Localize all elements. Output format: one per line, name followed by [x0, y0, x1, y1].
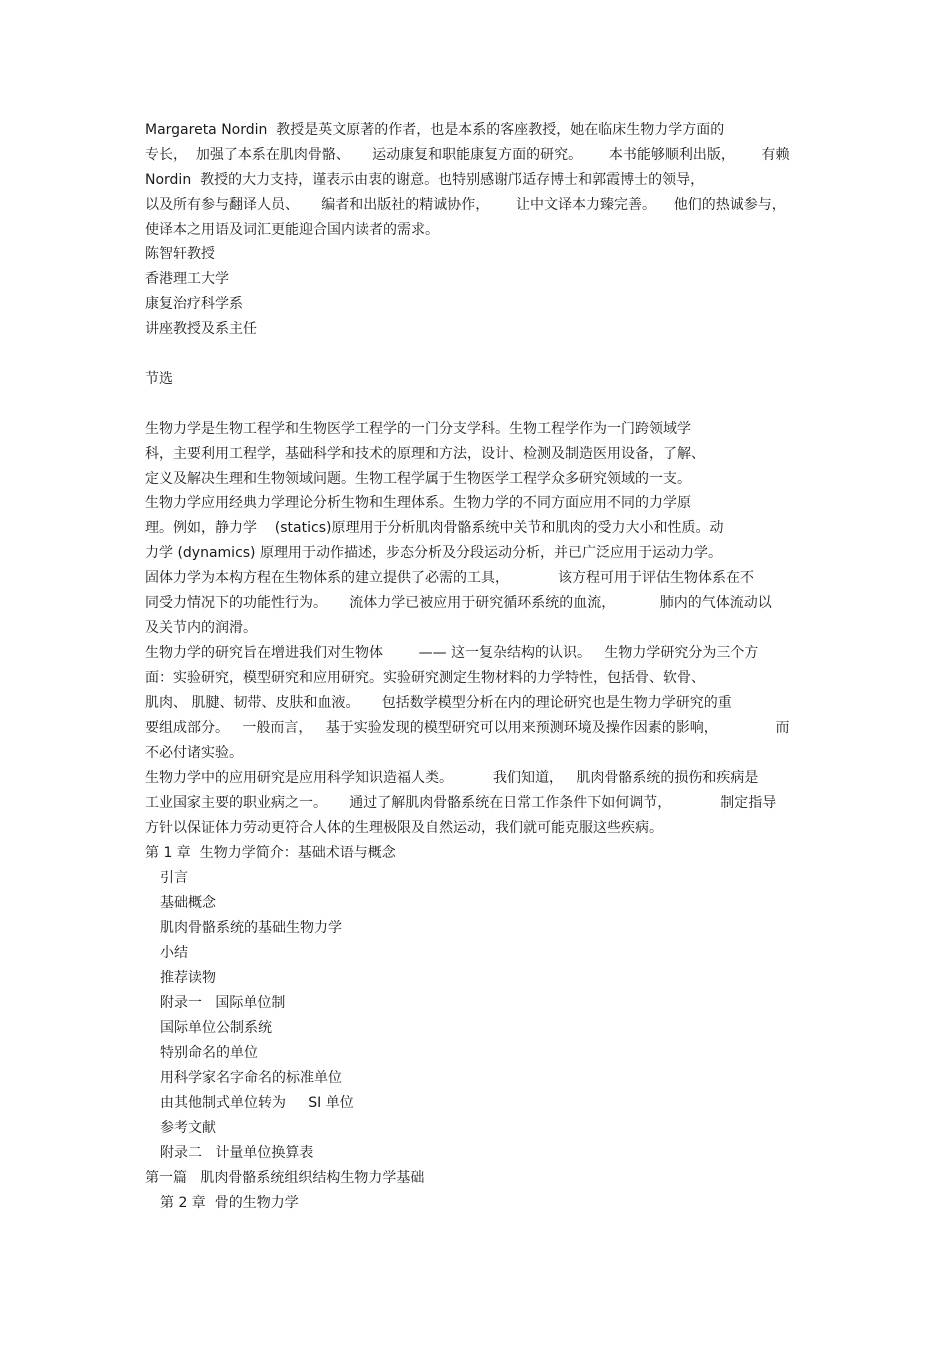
intro-line: 专长， 加强了本系在肌肉骨骼、 运动康复和职能康复方面的研究。 本书能够顺利出版， 有赖 — [145, 147, 790, 163]
body-line: 要组成部分。 一般而言， 基于实验发现的模型研究可以用来预测环境及操作因素的影响， 而 — [145, 720, 790, 736]
body-line: 力学 (dynamics) 原理用于动作描述，步态分析及分段运动分析，并已广泛应用于运动力学。 — [145, 545, 722, 561]
toc-item: 引言 — [160, 870, 188, 886]
toc-item: 用科学家名字命名的标准单位 — [160, 1070, 342, 1086]
toc-part-1: 第一篇 肌肉骨骼系统组织结构生物力学基础 — [145, 1170, 425, 1186]
intro-line: 使译本之用语及词汇更能迎合国内读者的需求。 — [145, 222, 439, 238]
body-line: 生物力学中的应用研究是应用科学知识造福人类。 我们知道， 肌肉骨骼系统的损伤和疾病是 — [145, 770, 759, 786]
intro-line: 以及所有参与翻译人员、 编者和出版社的精诚协作， 让中文译本力臻完善。 他们的热诚参与， — [145, 197, 786, 213]
body-line: 科，主要利用工程学，基础科学和技术的原理和方法，设计、检测及制造医用设备，了解、 — [145, 446, 705, 462]
body-line: 理。例如，静力学 (statics)原理用于分析肌肉骨骼系统中关节和肌肉的受力大小和性质。动 — [145, 520, 724, 536]
body-line: 定义及解决生理和生物领域问题。生物工程学属于生物医学工程学众多研究领域的一支。 — [145, 471, 691, 487]
toc-item: 附录一 国际单位制 — [160, 995, 286, 1011]
toc-item: 小结 — [160, 945, 188, 961]
body-line: 方针以保证体力劳动更符合人体的生理极限及自然运动，我们就可能克服这些疾病。 — [145, 820, 663, 836]
body-line: 面：实验研究，模型研究和应用研究。实验研究测定生物材料的力学特性，包括骨、软骨、 — [145, 670, 705, 686]
toc-item: 基础概念 — [160, 895, 216, 911]
toc-item: 推荐读物 — [160, 970, 216, 986]
signature-department: 康复治疗科学系 — [145, 296, 243, 312]
toc-item: 特别命名的单位 — [160, 1045, 258, 1061]
body-line: 生物力学应用经典力学理论分析生物和生理体系。生物力学的不同方面应用不同的力学原 — [145, 495, 691, 511]
toc-chapter-1: 第 1 章 生物力学简介：基础术语与概念 — [145, 845, 396, 861]
toc-chapter-2: 第 2 章 骨的生物力学 — [160, 1195, 299, 1211]
intro-line: Nordin 教授的大力支持，谨表示由衷的谢意。也特别感谢邝适存博士和郭霞博士的领导， — [145, 172, 705, 188]
toc-item: 由其他制式单位转为 SI 单位 — [160, 1095, 354, 1111]
excerpt-heading: 节选 — [145, 371, 173, 387]
toc-item: 国际单位公制系统 — [160, 1020, 272, 1036]
body-line: 生物力学是生物工程学和生物医学工程学的一门分支学科。生物工程学作为一门跨领域学 — [145, 421, 691, 437]
body-line: 不必付诸实验。 — [145, 745, 243, 761]
body-line: 同受力情况下的功能性行为。 流体力学已被应用于研究循环系统的血流， 肺内的气体流动以 — [145, 595, 772, 611]
body-line: 肌肉、 肌腱、韧带、皮肤和血液。 包括数学模型分析在内的理论研究也是生物力学研究的重 — [145, 695, 732, 711]
signature-name: 陈智轩教授 — [145, 246, 215, 262]
toc-item: 参考文献 — [160, 1120, 216, 1136]
body-line: 固体力学为本构方程在生物体系的建立提供了必需的工具， 该方程可用于评估生物体系在不 — [145, 570, 754, 586]
intro-line: Margareta Nordin 教授是英文原著的作者，也是本系的客座教授，她在临床生物力学方面的 — [145, 122, 725, 138]
body-line: 生物力学的研究旨在增进我们对生物体 —— 这一复杂结构的认识。 生物力学研究分为三个方 — [145, 645, 759, 661]
body-line: 工业国家主要的职业病之一。 通过了解肌肉骨骼系统在日常工作条件下如何调节， 制定指导 — [145, 795, 777, 811]
signature-title: 讲座教授及系主任 — [145, 321, 257, 337]
body-line: 及关节内的润滑。 — [145, 620, 257, 636]
signature-university: 香港理工大学 — [145, 271, 229, 287]
toc-item: 肌肉骨骼系统的基础生物力学 — [160, 920, 342, 936]
toc-item: 附录二 计量单位换算表 — [160, 1145, 314, 1161]
